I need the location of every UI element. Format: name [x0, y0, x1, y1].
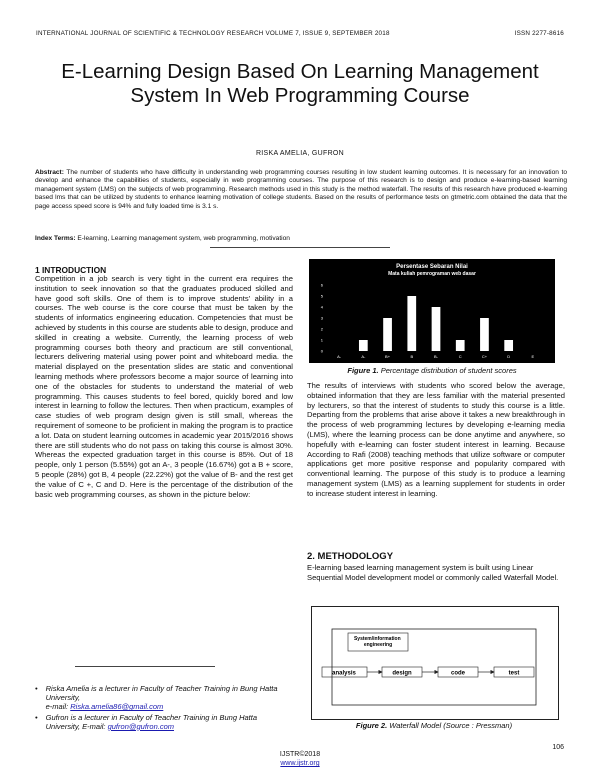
figure-2-label: Figure 2. [355, 721, 388, 730]
divider [210, 247, 390, 248]
email-link-riska[interactable]: Riska.amelia86@gmail.com [70, 702, 164, 712]
paper-title: E-Learning Design Based On Learning Management System In Web Programming Course [61, 60, 539, 107]
footnote-1 [35, 684, 293, 712]
y-tick-label: 5 [320, 293, 323, 299]
abstract-label: Abstract: [35, 169, 64, 176]
journal-header: INTERNATIONAL JOURNAL OF SCIENTIFIC & TECHNOLOGY RESEARCH VOLUME 7, ISSUE 9, SEPTEMBER 2018 [36, 30, 390, 37]
y-tick-label: 0 [320, 348, 323, 354]
right-paragraph-1: The results of interviews with students who scored below the average, obtained information that they are less familiar with the material presented by lecturers, so that the interest of students to study this course is a little. Departing from the problems that arise above it takes a new breakthrough in the process of web programming lectures by developing e-learning media (LMS), where the learning process can be done anytime and anywhere, so hopefully with e-learning can foster student interest in learning. Because According to Rafi (2008) teaching methods that utilize software or computer applications get more positive response and popularity compared with conventional learning. The purpose of this study is to produce a learning management system (LMS) as a learning supplement for students in order to increase student interest in learning. [307, 381, 565, 498]
footnote-divider [75, 666, 215, 667]
figure-1-label: Figure 1. [347, 366, 379, 375]
section-heading-methodology: 2. METHODOLOGY [307, 551, 394, 562]
bar [480, 318, 489, 351]
index-terms-text: E-learning, Learning management system, web programming, motivation [77, 235, 290, 242]
bullet-icon: • [35, 684, 38, 693]
x-tick-label: B+ [385, 354, 391, 359]
figure-2-caption [309, 721, 559, 730]
y-tick-label: 6 [320, 282, 323, 288]
bar [504, 340, 513, 351]
authors: RISKA AMELIA, GUFRON [255, 150, 345, 157]
email-link-gufron[interactable]: gufron@gufron.com [107, 721, 174, 731]
x-tick-label: B- [434, 354, 438, 359]
system-info-line-2: engineering [363, 642, 393, 648]
figure-1-chart [309, 259, 555, 363]
bar [432, 307, 441, 351]
footer-url [0, 760, 600, 767]
x-tick-label: A- [361, 354, 366, 359]
bar [383, 318, 392, 351]
y-tick-label: 1 [320, 337, 323, 343]
x-tick-label: E [531, 354, 535, 359]
bar [456, 340, 465, 351]
step-test: test [508, 670, 520, 677]
issn: ISSN 2277-8616 [514, 30, 564, 37]
step-code: code [450, 670, 466, 677]
y-tick-label: 3 [320, 315, 323, 321]
figure-2-caption-text: Waterfall Model (Source : Pressman) [387, 721, 513, 730]
y-tick-label: 4 [320, 304, 323, 310]
abstract [35, 169, 567, 211]
index-terms [35, 235, 567, 242]
figure-2-diagram [311, 606, 559, 720]
y-tick-label: 2 [320, 326, 323, 332]
figure-1-caption-text: Percentage distribution of student scores [378, 366, 517, 375]
footnote-1-text: Riska Amelia is a lecturer in Faculty of Teacher Training in Bung Hatta University, [45, 684, 278, 703]
chart-subtitle: Mata kuliah pemrograman web dasar [388, 271, 476, 277]
x-tick-label: D [507, 354, 511, 359]
journal-link[interactable]: www.ijstr.org [280, 760, 320, 767]
x-tick-label: C [458, 354, 462, 359]
section-heading-introduction: 1 INTRODUCTION [35, 265, 107, 275]
abstract-text: The number of students who have difficulty in understanding web programming courses resulting in low student learning outcomes. It is necessary for an innovation to develop and enhance the capabilities of students, especially in web programming courses. The purpose of this research is to design and produce e-learning-based learning management system (LMS) on the subjects of web programming. Research methods used in this study is the method waterfall. The results of this research have produced e-learning based lms that can be utilized by students to enhance learning motivation of college students. Based on the results of performance tests on gtmetric.com obtained the data that the page access speed score is 94% and fully loaded time is 3.1 s. [35, 169, 567, 210]
methodology-paragraph: E-learning based learning management system is built using Linear Sequential Model development model or commonly called Waterfall Model. [307, 563, 559, 582]
footnote-2 [35, 713, 293, 731]
bar [407, 296, 416, 351]
chart-title: Persentase Sebaran Nilai [396, 264, 468, 270]
system-info-line-1: System/information [353, 636, 401, 642]
footnote-1-label: e-mail: [45, 702, 71, 712]
waterfall-svg [312, 607, 558, 719]
bar-chart-svg [309, 259, 555, 363]
page-number: 106 [552, 744, 564, 751]
copyright: IJSTR©2018 [279, 751, 321, 758]
step-analysis: analysis [332, 670, 356, 677]
bullet-icon: • [35, 712, 38, 722]
step-design: design [392, 670, 412, 677]
footnote-2-text: Gufron is a lecturer in Faculty of Teacher Training in Bung Hatta University, E-mail: [45, 712, 257, 731]
x-tick-label: C+ [481, 354, 488, 359]
bar [359, 340, 368, 351]
introduction-paragraph: Competition in a job search is very tight in the current era requires the institution to seek innovation so that the graduates produced skilled and have good soft skills. One of them is to improve students' ability in a courses. The web course is the core course that must be taken by the students of informatics engineering education. Competencies that must be achieved by students in this course are students able to design, produce and skilled in creating a website. Currently, the learning process of web programming courses both theory and practicum are still conventional, lecturers delivering material using power point and whiteboard media. the material displayed on the presentation slides are static and conventional learning methods where professors become a major source of learning into one of the obstacles for students to understand the material of web programming. This causes students to feel bored, quickly bored and low interest in learning to follow the lectures. Then when practicum, examples of case studies of web program design given is still small, whereas the requirement of someone to be proficient in making the program is to practice a lot. Data on student learning outcomes in academic year 2015/2016 shows there are still students who do not pass on taking this course is almost 30%. Whereas the expected graduation target in this course is 85%. Out of 18 people, only 1 person (5.55%) got an A-, 3 people (16.67%) got a B + score, 5 people (28%) got B, 4 people (22.22%) got the value of B- and the rest get the value of C +, C and D. Here is the percentage of the distribution of the basic web programming courses, as shown in the picture below: [35, 274, 293, 499]
footnotes [35, 684, 293, 731]
x-tick-label: A- [337, 354, 342, 359]
x-tick-label: B [410, 354, 414, 359]
figure-1-caption [309, 366, 555, 375]
index-terms-label: Index Terms: [35, 235, 76, 242]
